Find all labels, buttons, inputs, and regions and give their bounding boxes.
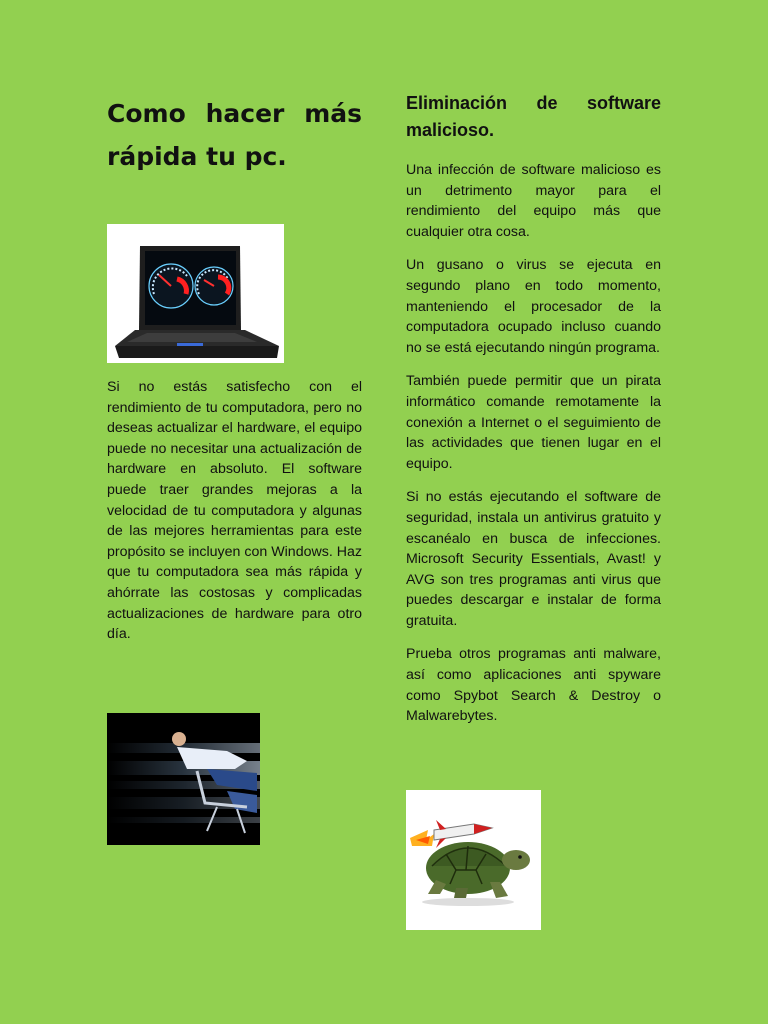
paragraph-1: Una infección de software malicioso es un detrimento mayor para el rendimiento del equipo más que cualquier otra cosa. bbox=[406, 162, 661, 240]
paragraph-2: Un gusano o virus se ejecuta en segundo plano en todo momento, manteniendo el procesador de la computadora ocupado incluso cuando no se está ejecutando ningún programa. bbox=[406, 257, 661, 356]
left-column bbox=[107, 92, 362, 178]
speeding-man-image bbox=[107, 713, 260, 845]
left-paragraph-block bbox=[107, 377, 362, 658]
paragraph-4: Si no estás ejecutando el software de seguridad, instala un antivirus gratuito y escanéalo en busca de infecciones. Microsoft Security Essentials, Avast! y AVG son tres programas anti virus que puedes descargar e instalar de forma gratuita. bbox=[406, 489, 661, 629]
page-title: Como hacer más rápida tu pc. bbox=[107, 99, 362, 171]
paragraph-5: Prueba otros programas anti malware, así como aplicaciones anti spyware como Spybot Search & Destroy o Malwarebytes. bbox=[406, 646, 661, 725]
right-column bbox=[406, 90, 661, 740]
intro-paragraph: Si no estás satisfecho con el rendimiento de tu computadora, pero no deseas actualizar el hardware, el equipo puede no necesitar una actualización de hardware en absoluto. El software puede traer grandes mejoras a la velocidad de tu computadora y algunas de las mejores herramientas para este propósito se incluyen con Windows. Haz que tu computadora sea más rápida y ahórrate las costosas y complicadas actualizaciones de hardware para otro día. bbox=[107, 379, 362, 643]
laptop-image bbox=[107, 224, 284, 363]
paragraph-3: También puede permitir que un pirata informático comande remotamente la conexión a Internet o el seguimiento de las actividades que tienen lugar en el equipo. bbox=[406, 373, 661, 472]
section-title: Eliminación de software malicioso. bbox=[406, 93, 661, 140]
turtle-rocket-image bbox=[406, 790, 541, 930]
